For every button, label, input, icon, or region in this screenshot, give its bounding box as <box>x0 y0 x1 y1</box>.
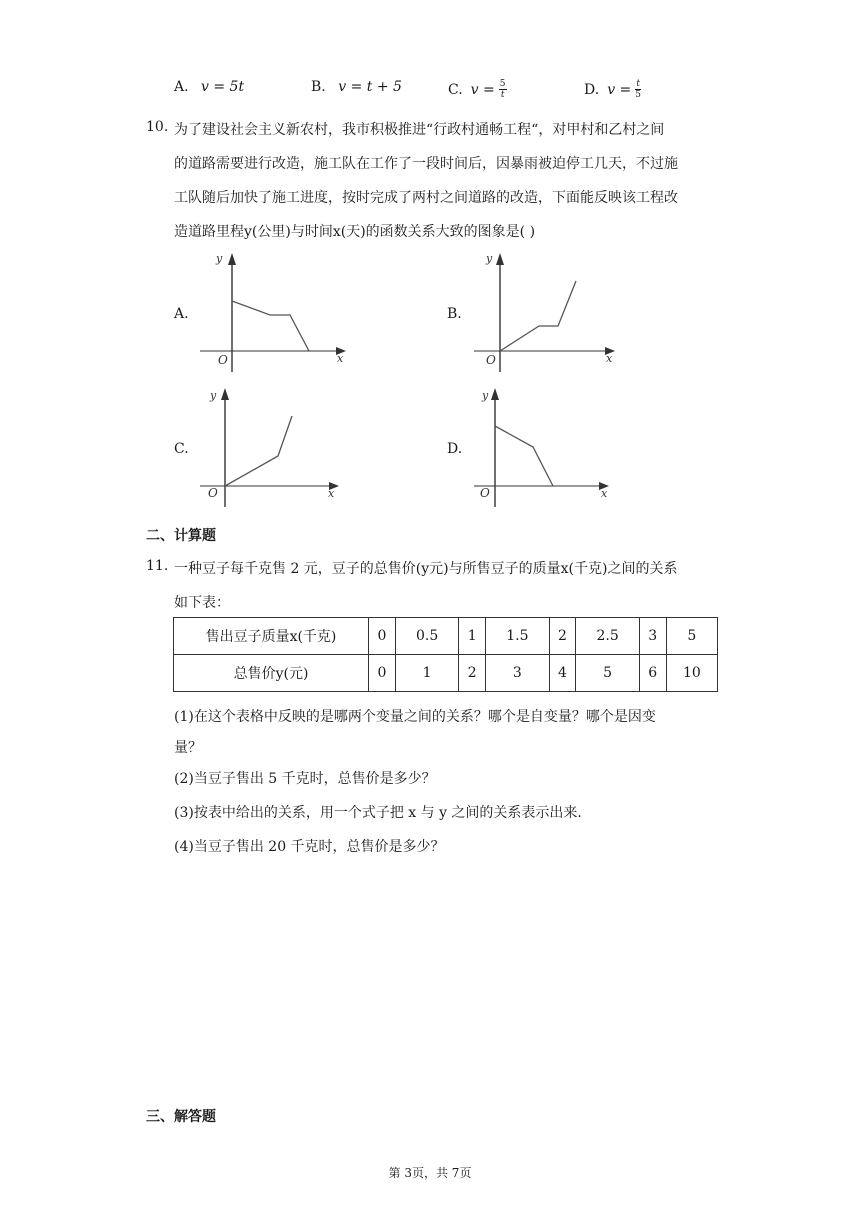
table-cell: 0 <box>369 655 396 692</box>
q9-option-a <box>174 79 244 95</box>
q9-option-d <box>584 79 641 100</box>
graph-b-y-label: y <box>486 252 493 265</box>
q11-line-1: 一种豆子每千克售 2 元，豆子的总售价(y元)与所售豆子的质量x(千克)之间的关系 <box>174 561 678 577</box>
page-footer: 第 3页，共 7页 <box>388 1166 472 1180</box>
graph-d-y-label: y <box>482 389 489 402</box>
graph-c-x-label: x <box>328 487 335 500</box>
graph-b-curve <box>500 281 576 351</box>
q9-option-c-prefix: v = <box>470 81 495 98</box>
table-row <box>174 655 718 692</box>
q9-option-d-prefix: v = <box>607 81 632 98</box>
section-3-title: 三、解答题 <box>146 1109 216 1125</box>
table-cell: 4 <box>549 655 576 692</box>
section-2-title: 二、计算题 <box>146 528 216 544</box>
graph-b-origin: O <box>486 353 496 367</box>
table-header-mass: 售出豆子质量x(千克) <box>174 618 369 655</box>
graph-d <box>470 383 630 513</box>
table-cell: 2.5 <box>576 618 639 655</box>
q9-option-d-den: 5 <box>635 90 642 100</box>
graph-d-curve <box>495 426 553 486</box>
graph-a-y-label: y <box>216 252 223 265</box>
q9-option-c-label: C. <box>448 81 463 98</box>
q9-option-c <box>448 79 507 100</box>
graph-a-x-label: x <box>337 352 344 365</box>
q9-option-c-num: 5 <box>499 79 506 89</box>
q11-sub-3: (3)按表中给出的关系，用一个式子把 x 与 y 之间的关系表示出来. <box>174 805 582 821</box>
graph-c-curve <box>225 416 292 486</box>
graph-a <box>196 248 356 378</box>
q10-line-3: 工队随后加快了施工进度，按时完成了两村之间道路的改造，下面能反映该工程改 <box>174 190 678 206</box>
graph-d-label: D. <box>447 441 463 457</box>
q9-option-b-label: B. <box>311 79 326 95</box>
q9-option-a-label: A. <box>174 79 189 95</box>
q9-option-b-expr: v = t + 5 <box>338 79 402 95</box>
graph-a-label: A. <box>174 306 189 322</box>
graph-b-y-arrow <box>496 253 504 265</box>
q10-line-2: 的道路需要进行改造，施工队在工作了一段时间后，因暴雨被迫停工几天，不过施 <box>174 156 678 172</box>
table-cell: 1 <box>459 618 486 655</box>
q9-option-d-num: t <box>636 79 640 89</box>
table-cell: 0.5 <box>395 618 458 655</box>
q9-option-d-fraction <box>635 79 641 100</box>
graph-d-y-arrow <box>491 388 499 400</box>
table-cell: 1.5 <box>486 618 549 655</box>
graph-c-origin: O <box>208 486 218 500</box>
graph-c-y-arrow <box>221 388 229 400</box>
table-header-price: 总售价y(元) <box>174 655 369 692</box>
q9-option-c-den: t <box>500 90 505 100</box>
table-cell: 5 <box>666 618 717 655</box>
table-cell: 5 <box>576 655 639 692</box>
table-cell: 2 <box>549 618 576 655</box>
q9-option-c-fraction <box>499 79 507 100</box>
table-cell: 2 <box>459 655 486 692</box>
table-cell: 0 <box>369 618 396 655</box>
graph-b-x-label: x <box>606 352 613 365</box>
q10-line-4: 造道路里程y(公里)与时间x(天)的函数关系大致的图象是( ) <box>174 224 536 240</box>
graph-d-x-label: x <box>601 487 608 500</box>
graph-b <box>470 248 630 378</box>
graph-a-origin: O <box>218 353 228 367</box>
q9-option-d-label: D. <box>584 81 600 98</box>
table-row <box>174 618 718 655</box>
q11-sub-1-cont: 量？ <box>174 740 202 756</box>
table-cell: 3 <box>639 618 666 655</box>
graph-c-label: C. <box>174 441 189 457</box>
table-cell: 6 <box>639 655 666 692</box>
q9-option-b <box>311 79 402 95</box>
table-cell: 1 <box>395 655 458 692</box>
q11-table <box>173 617 718 692</box>
q9-option-a-expr: v = 5t <box>201 79 245 95</box>
q11-line-2: 如下表： <box>174 595 230 611</box>
q10-line-1: 为了建设社会主义新农村，我市积极推进“行政村通畅工程“，对甲村和乙村之间 <box>174 122 665 138</box>
q11-number: 11. <box>146 558 169 574</box>
table-cell: 10 <box>666 655 717 692</box>
q11-sub-1: (1)在这个表格中反映的是哪两个变量之间的关系？哪个是自变量？哪个是因变 <box>174 709 656 725</box>
graph-c <box>196 383 356 513</box>
graph-d-origin: O <box>480 486 490 500</box>
graph-a-y-arrow <box>228 253 236 265</box>
q11-sub-2: (2)当豆子售出 5 千克时，总售价是多少？ <box>174 771 436 787</box>
table-cell: 3 <box>486 655 549 692</box>
graph-c-y-label: y <box>210 389 217 402</box>
graph-a-curve <box>232 301 309 351</box>
graph-b-label: B. <box>447 306 462 322</box>
q11-sub-4: (4)当豆子售出 20 千克时，总售价是多少？ <box>174 839 445 855</box>
q10-number: 10. <box>146 119 169 135</box>
